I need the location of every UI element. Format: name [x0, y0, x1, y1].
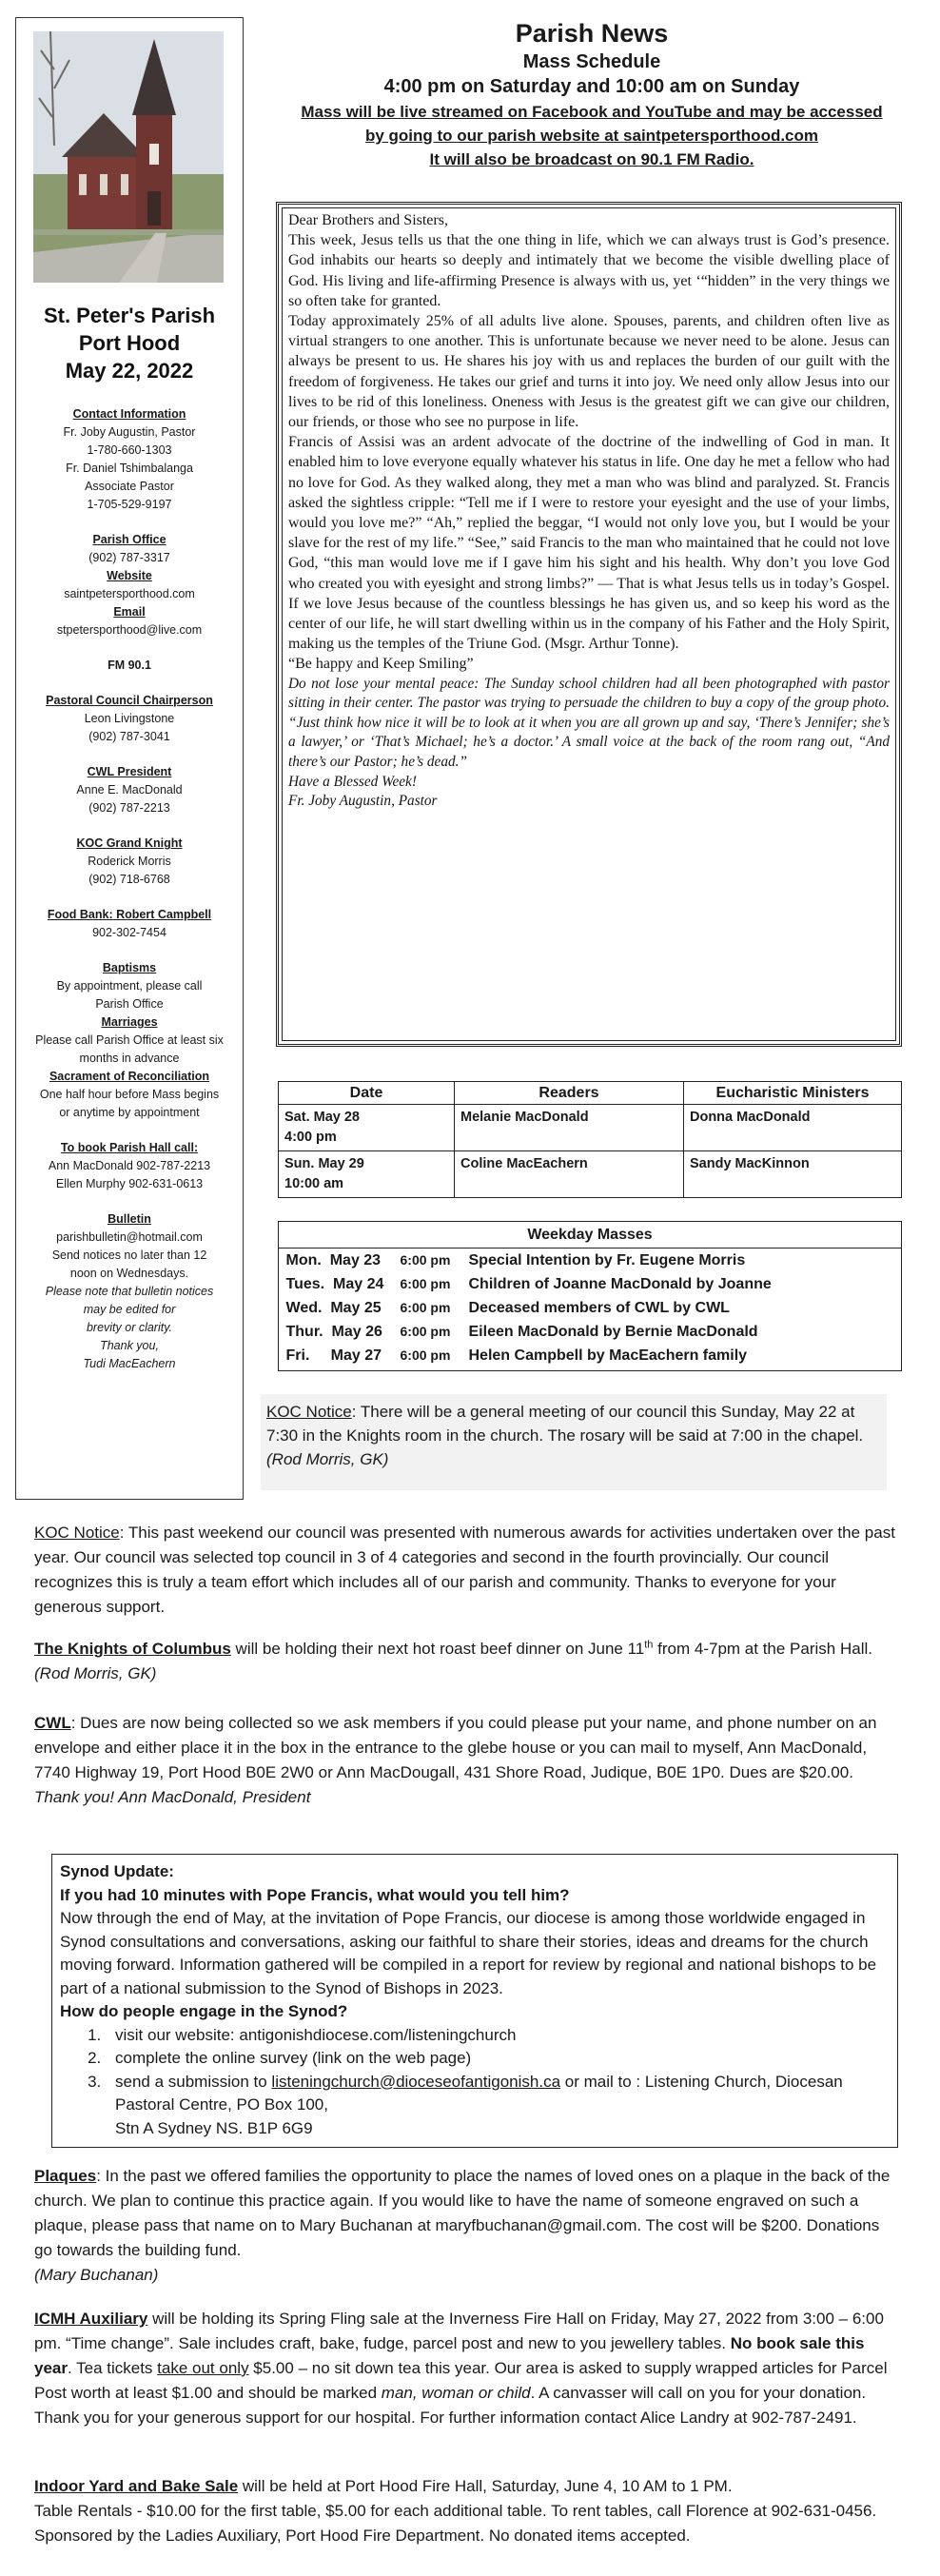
- plaques-notice: [34, 2164, 900, 2288]
- stream-line: by going to our parish website at saintpetersporthood.com: [364, 127, 819, 145]
- bulletin-heading: Bulletin: [108, 1212, 151, 1226]
- church-photo: [33, 31, 224, 283]
- synod-body: Now through the end of May, at the invitation of Pope Francis, our diocese is among those worldwide engaged in Synod consultations and conversations, asking our faithful to share their stories, ideas and dreams for the church moving forward. Information gathered will be compiled in a report for review by regional and national bishops to be part of a national submission to the Synod of Bishops in 2023.: [60, 1909, 877, 1997]
- parish-name: St. Peter's Parish: [43, 304, 216, 327]
- yard-sale-label: Indoor Yard and Bake Sale: [34, 2477, 239, 2495]
- hall-contact: Ellen Murphy 902-631-0613: [55, 1177, 204, 1190]
- marriages-line: months in advance: [79, 1052, 180, 1065]
- mass-time: 6:00 pm: [400, 1276, 451, 1291]
- koc-meeting-label: KOC Notice: [266, 1403, 352, 1421]
- col-header-date: Date: [279, 1082, 455, 1105]
- hall-heading: To book Parish Hall call:: [60, 1141, 199, 1154]
- knights-dinner-sup: th: [644, 1639, 654, 1651]
- reconciliation-line: or anytime by appointment: [59, 1106, 200, 1119]
- bulletin-note: brevity or clarity.: [86, 1321, 173, 1334]
- mass-day: Tues. May 24: [285, 1276, 384, 1292]
- mass-day: Fri. May 27: [285, 1347, 382, 1364]
- koc-awards-text: : This past weekend our council was presented with numerous awards for activities undertaken over the past year. Our council was selected top council in 3 of 4 categories and second in the fourth provincially. Our council recognizes this is truly a team effort which includes all of our parish and community. Thanks to everyone for your generous support.: [34, 1524, 895, 1616]
- mass-time: 6:00 pm: [400, 1300, 451, 1315]
- bulletin-note: Thank you,: [100, 1339, 159, 1352]
- letter-paragraph: Today approximately 25% of all adults live alone. Spouses, parents, and children often live as virtual strangers to one another. This is unfortunate because we never need to be alone. Jesus can always be present to us. He shares his joy with us and replaces the burden of our guilt with the freedom of forgiveness. He takes our grief and turns it into joy. We need only allow Jesus into our lives to be rid of this loneliness. Oneness with Jesus is the greatest gift we can give our children, our friends, or those who see no purpose in life.: [288, 313, 890, 431]
- email-link[interactable]: stpetersporthood@live.com: [56, 623, 203, 637]
- stream-line: It will also be broadcast on 90.1 FM Radio.: [429, 150, 754, 168]
- baptisms-line: By appointment, please call: [56, 979, 203, 993]
- sidebar: [15, 17, 244, 1500]
- koc-meeting-text: : There will be a general meeting of our council this Sunday, May 22 at 7:30 in the Knights room in the church. The rosary will be said at 7:00 in the chapel.: [266, 1403, 864, 1445]
- koc-meeting-notice: [261, 1394, 887, 1490]
- table-row: [279, 1105, 902, 1151]
- synod-steps: [106, 2024, 890, 2141]
- foodbank-phone: 902-302-7454: [92, 926, 166, 939]
- weekday-masses-table: [278, 1221, 902, 1367]
- mass-day: Thur. May 26: [285, 1324, 382, 1340]
- fm-label: FM 90.1: [108, 659, 151, 672]
- synod-question: If you had 10 minutes with Pope Francis, what would you tell him?: [60, 1885, 570, 1904]
- koc-meeting-sign: (Rod Morris, GK): [266, 1450, 389, 1468]
- marriages-heading: Marriages: [101, 1015, 158, 1029]
- contact-line: Fr. Joby Augustin, Pastor: [63, 425, 196, 439]
- synod-step: 2. complete the online survey (link on the web page): [106, 2047, 890, 2071]
- sacraments: [16, 959, 243, 1122]
- plaques-text: : In the past we offered families the opportunity to place the names of loved ones on a plaque in the back of the church. We plan to continue this practice again. If you would like to have the name of someone engraved on such a plaque, please pass that name on to Mary Buchanan at maryfbuchanan@gmail.com. The cost will be $200. Donations go towards the building fund.: [34, 2167, 891, 2259]
- icmh-label: ICMH Auxiliary: [34, 2310, 148, 2328]
- hall-contact: Ann MacDonald 902-787-2213: [48, 1159, 211, 1172]
- mass-intention: Eileen MacDonald by Bernie MacDonald: [468, 1324, 758, 1340]
- cwl-president: [16, 763, 243, 817]
- letter-greeting: Dear Brothers and Sisters,: [288, 212, 448, 228]
- bulletin-email[interactable]: parishbulletin@hotmail.com: [56, 1230, 203, 1244]
- baptisms-heading: Baptisms: [102, 961, 157, 974]
- cwl-heading: CWL President: [87, 765, 172, 778]
- reconciliation-heading: Sacrament of Reconciliation: [49, 1070, 210, 1083]
- contact-line: 1-705-529-9197: [87, 498, 172, 511]
- yard-sale-text: will be held at Port Hood Fire Hall, Saturday, June 4, 10 AM to 1 PM.: [238, 2477, 733, 2495]
- reconciliation-line: One half hour before Mass begins: [39, 1088, 220, 1101]
- synod-step: 1. visit our website: antigonishdiocese.com/listeningchurch: [106, 2024, 890, 2048]
- cell-date: Sat. May 28 4:00 pm: [279, 1105, 455, 1151]
- koc-name: Roderick Morris: [88, 855, 171, 868]
- bulletin-line: noon on Wednesdays.: [69, 1267, 189, 1280]
- mass-intention: Helen Campbell by MacEachern family: [468, 1347, 748, 1364]
- pastor-letter: [276, 202, 902, 1047]
- cwl-label: CWL: [34, 1714, 71, 1732]
- koc-phone: (902) 718-6768: [88, 873, 170, 886]
- icmh-text: will be holding its Spring Fling sale at the Inverness Fire Hall on Friday, May 27, 2022 from 3:00 – 6:00 pm. “Time change”. Sale includes craft, bake, fudge, parcel post and new to you jewellery tables.: [34, 2310, 884, 2352]
- icmh-text: . A canvasser will call on you for your donation. Thank you for your generous support for our hospital. For further information contact Alice Landry at 902-787-2491.: [34, 2384, 867, 2427]
- icmh-mark: man, woman or child: [381, 2384, 531, 2402]
- contact-info: [16, 405, 243, 514]
- cwl-phone: (902) 787-2213: [88, 801, 170, 815]
- knights-dinner-sign: (Rod Morris, GK): [34, 1664, 157, 1682]
- cwl-sign: Thank you! Ann MacDonald, President: [34, 1788, 311, 1806]
- letter-closing: Have a Blessed Week!: [288, 773, 417, 790]
- mass-intention: Children of Joanne MacDonald by Joanne: [468, 1276, 772, 1292]
- synod-email-link[interactable]: listeningchurch@dioceseofantigonish.ca: [271, 2072, 561, 2091]
- yard-sale-text: Table Rentals - $10.00 for the first table, $5.00 for each additional table. To rent tables, call Florence at 902-631-0456. Sponsored by the Ladies Auxiliary, Port Hood Fire Department. No donated items accepted.: [34, 2502, 877, 2545]
- letter-paragraph: This week, Jesus tells us that the one thing in life, which we can always trust is God’s presence. God inhabits our hearts so deeply and intimately that we become the visible dwelling place of God. His living and life-affirming Presence is always with us, yet ‘“hidden” in the very things we so often take for granted.: [288, 232, 890, 309]
- readers-table: [278, 1081, 902, 1198]
- cell-date: Sun. May 29 10:00 am: [279, 1151, 455, 1198]
- office-heading: Parish Office: [92, 533, 166, 546]
- page-title: Parish News: [515, 19, 669, 48]
- knights-dinner-label: The Knights of Columbus: [34, 1640, 231, 1658]
- cell-readers: Coline MacEachern: [455, 1151, 684, 1198]
- koc-awards-label: KOC Notice: [34, 1524, 120, 1542]
- mass-intention: Deceased members of CWL by CWL: [468, 1300, 730, 1316]
- foodbank-heading: Food Bank:: [47, 908, 113, 921]
- koc-awards-notice: [34, 1521, 900, 1620]
- bulletin-date: May 22, 2022: [65, 359, 194, 383]
- contact-line: Associate Pastor: [85, 480, 174, 493]
- food-bank: [16, 906, 243, 942]
- bulletin-note: Please note that bulletin notices: [45, 1285, 214, 1298]
- website-link[interactable]: saintpetersporthood.com: [64, 587, 195, 600]
- parish-location: Port Hood: [78, 331, 181, 355]
- synod-step: 3. send a submission to listeningchurch@dioceseofantigonish.ca or mail to : Listening Church, Diocesan Pastoral Centre, PO Box 100, Stn A Sydney NS. B1P 6G9: [106, 2071, 890, 2141]
- koc-heading: KOC Grand Knight: [76, 836, 183, 850]
- cell-readers: Melanie MacDonald: [455, 1105, 684, 1151]
- mass-time: 6:00 pm: [400, 1324, 451, 1339]
- sidebar-text: [16, 302, 243, 1373]
- mass-schedule-title: Mass Schedule: [522, 51, 661, 72]
- contact-line: Fr. Daniel Tshimbalanga: [66, 462, 193, 475]
- mass-time: 6:00 pm: [400, 1252, 451, 1268]
- pastoral-council: [16, 692, 243, 746]
- contact-heading: Contact Information: [72, 407, 186, 421]
- mass-times: 4:00 pm on Saturday and 10:00 am on Sunday: [383, 76, 800, 97]
- bulletin-editor: Tudi MacEachern: [83, 1357, 176, 1370]
- mass-day: Wed. May 25: [285, 1300, 382, 1316]
- synod-heading: Synod Update:: [60, 1862, 174, 1880]
- contact-line: 1-780-660-1303: [87, 443, 172, 457]
- bulletin-note: may be edited for: [83, 1303, 176, 1316]
- parish-office: [16, 531, 243, 639]
- parish-hall: [16, 1139, 243, 1193]
- knights-dinner-notice: [34, 1637, 900, 1686]
- table-row: [279, 1344, 902, 1367]
- table-row: [279, 1272, 902, 1296]
- table-row: [279, 1296, 902, 1320]
- weekday-title: Weekday Masses: [279, 1222, 902, 1249]
- yard-sale-notice: [34, 2474, 900, 2548]
- fm-radio: [16, 657, 243, 675]
- icmh-take-out: take out only: [157, 2359, 249, 2377]
- col-header-ministers: Eucharistic Ministers: [684, 1082, 902, 1105]
- bulletin-line: Send notices no later than 12: [51, 1249, 207, 1262]
- letter-paragraph: “Be happy and Keep Smiling”: [288, 656, 474, 673]
- pastoral-heading: Pastoral Council Chairperson: [46, 694, 213, 707]
- stream-line: Mass will be live streamed on Facebook and YouTube and may be accessed: [301, 103, 883, 121]
- icmh-notice: [34, 2307, 900, 2430]
- letter-signature: Fr. Joby Augustin, Pastor: [288, 793, 438, 810]
- header: [259, 17, 925, 171]
- letter-joke: Do not lose your mental peace: The Sunday school children had all been photographed with pastor sitting in their center. The pastor was trying to persuade the children to buy a copy of the group photo. “Just think how nice it will be to look at it when you are all grown up and say, ‘There’s Jennifer; she’s a lawyer,’ or ‘That’s Michael; he’s a doctor.’ A small voice at the back of the room rang out, “And there’s our Pastor; he’s dead.”: [288, 675, 890, 771]
- knights-dinner-text: will be holding their next hot roast beef dinner on June 11: [230, 1640, 645, 1658]
- mass-day: Mon. May 23: [285, 1252, 382, 1268]
- icmh-text: $5.00 – no sit down tea this year. Our area is asked to supply wrapped articles for Parcel Post worth at least $1.00 and should be marked: [34, 2359, 888, 2402]
- icmh-text: . Tea tickets: [67, 2359, 158, 2377]
- mass-intention: Special Intention by Fr. Eugene Morris: [468, 1252, 746, 1268]
- table-row: [279, 1249, 902, 1273]
- mass-time: 6:00 pm: [400, 1347, 451, 1363]
- cell-ministers: Donna MacDonald: [684, 1105, 902, 1151]
- plaques-sign: (Mary Buchanan): [34, 2266, 159, 2284]
- bulletin-info: [16, 1210, 243, 1373]
- koc-grand-knight: [16, 835, 243, 889]
- office-phone: (902) 787-3317: [88, 551, 170, 564]
- baptisms-line: Parish Office: [95, 997, 164, 1011]
- col-header-readers: Readers: [455, 1082, 684, 1105]
- plaques-label: Plaques: [34, 2167, 97, 2185]
- knights-dinner-text: from 4-7pm at the Parish Hall.: [653, 1640, 872, 1658]
- email-heading: Email: [113, 605, 146, 619]
- cwl-name: Anne E. MacDonald: [76, 783, 183, 796]
- website-heading: Website: [107, 569, 152, 582]
- letter-paragraph: Francis of Assisi was an ardent advocate of the doctrine of the indwelling of God in man. It enabled him to love everyone equally whatever his status in life. One day he met a fellow who had no love for God. As they walked along, they met a man who was blind and paralyzed. St. Francis asked the sightless cripple: “Tell me if I were to restore your eyesight and the use of your limbs, would you love me?” “Ah,” replied the beggar, “I would not only love you, but I would be your slave for the rest of my life.” “See,” said Francis to the man who maintained that he could not love God, “this man would love me if I gave him his sight and his health. Why don’t you love God who created you with eyesight and strong limbs?” — That is what Jesus tells us in today’s Gospel. If we love Jesus because of the countless blessings he has given us, and so keep his word as the center of our life, he will start dwelling within us in the company of his Father and the Holy Spirit, making us the temples of the Triune God. (Msgr. Arthur Tonne).: [288, 434, 890, 653]
- foodbank-name: Robert Campbell: [112, 908, 212, 921]
- table-row: [279, 1320, 902, 1344]
- pastoral-name: Leon Livingstone: [84, 712, 175, 725]
- table-row: [279, 1151, 902, 1198]
- marriages-line: Please call Parish Office at least six: [35, 1033, 224, 1047]
- cwl-text: : Dues are now being collected so we ask members if you could please put your name, and phone number on an envelope and either place it in the box in the entrance to the glebe house or you can mail to myself, Ann MacDonald, 7740 Highway 19, Port Hood B0E 2W0 or Ann MacDougall, 431 Shore Road, Judique, B0E 1P0. Dues are $20.00.: [34, 1714, 877, 1781]
- icmh-no-book-sale: No book sale this year: [34, 2334, 865, 2377]
- pastoral-phone: (902) 787-3041: [88, 730, 170, 743]
- cell-ministers: Sandy MacKinnon: [684, 1151, 902, 1198]
- synod-update: [51, 1854, 898, 2148]
- cwl-notice: [34, 1711, 900, 1810]
- synod-how: How do people engage in the Synod?: [60, 2002, 348, 2020]
